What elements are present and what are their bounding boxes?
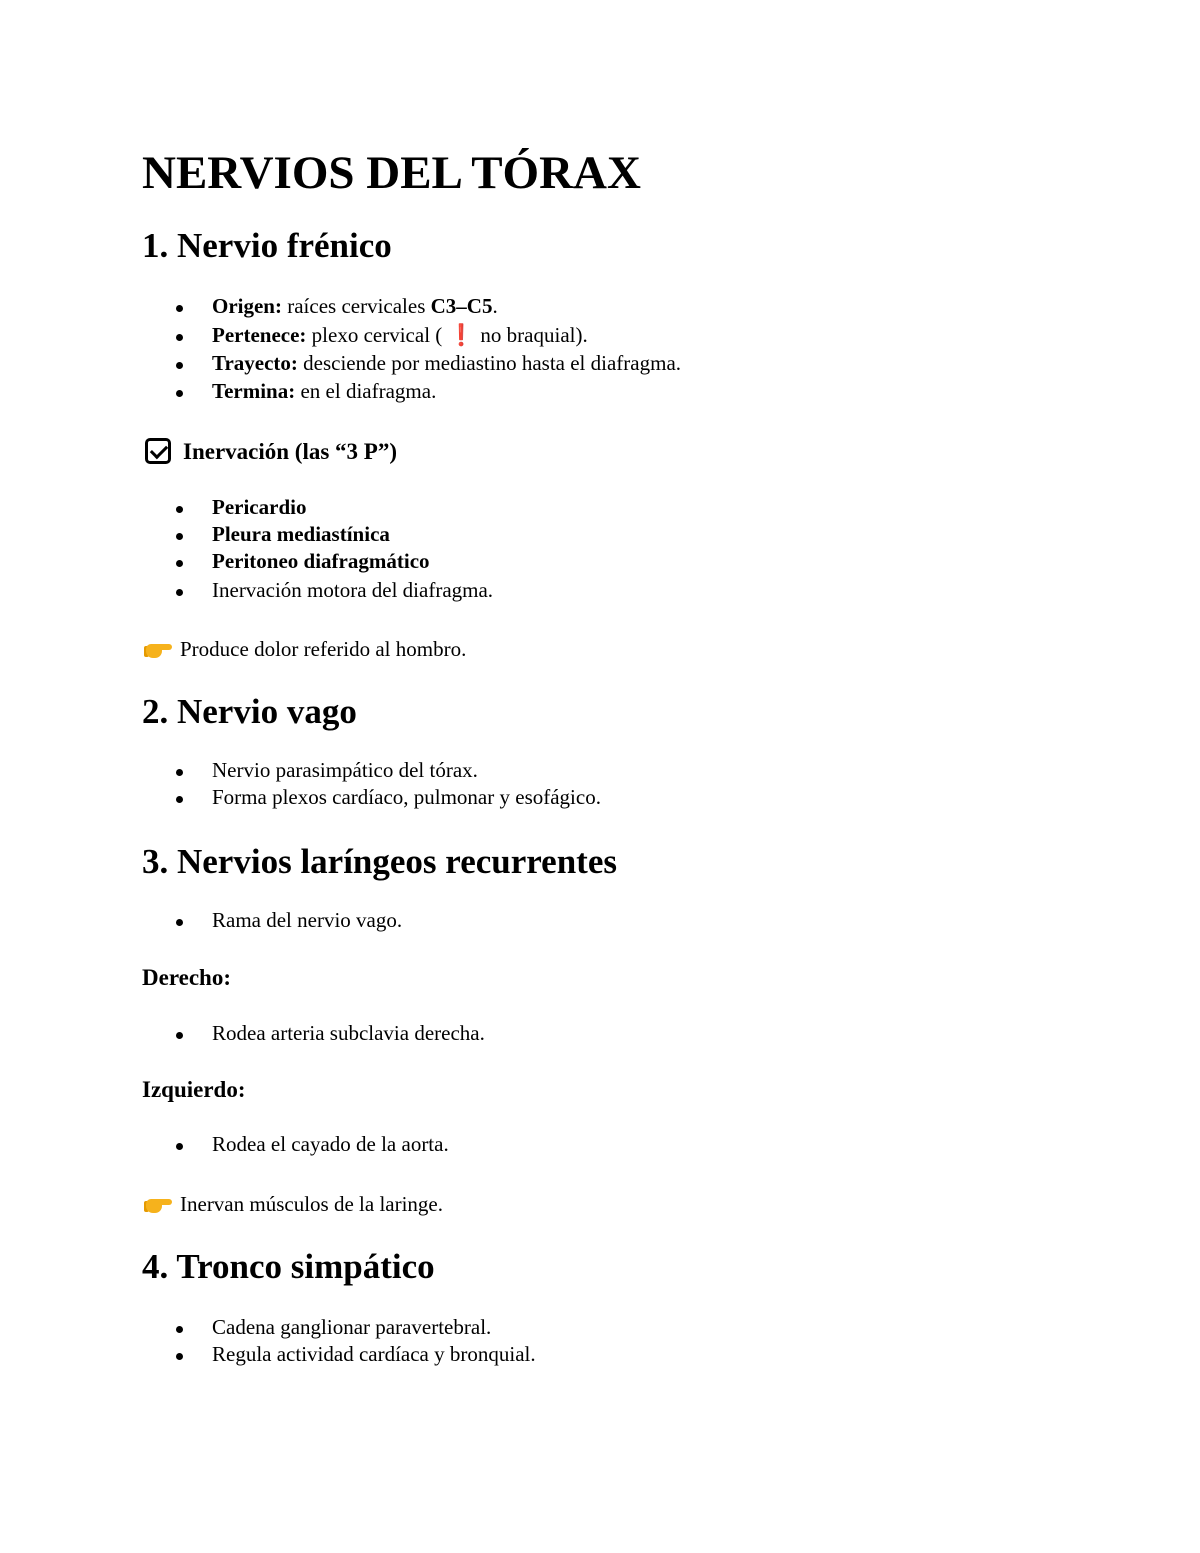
list-item: Pleura mediastínica xyxy=(178,524,356,545)
pointing-hand-icon xyxy=(144,1193,172,1215)
list-item: Pertenece: plexo cervical ( ❗ no braquial). xyxy=(178,325,554,346)
pointing-hand-icon xyxy=(144,638,172,660)
list-item: Forma plexos cardíaco, pulmonar y esofágico. xyxy=(178,787,567,808)
list-item: Cadena ganglionar paravertebral. xyxy=(178,1317,457,1338)
list-item: Rodea arteria subclavia derecha. xyxy=(178,1023,451,1044)
list-item: Peritoneo diafragmático xyxy=(178,551,396,572)
section-2-heading: 2. Nervio vago xyxy=(142,692,357,731)
list-item: Rodea el cayado de la aorta. xyxy=(178,1134,415,1155)
check-box-icon xyxy=(145,438,171,464)
list-item: Pericardio xyxy=(178,497,272,518)
section-3-heading: 3. Nervios laríngeos recurrentes xyxy=(142,842,617,881)
section-4-heading: 4. Tronco simpático xyxy=(142,1247,435,1286)
note: Produce dolor referido al hombro. xyxy=(144,638,466,660)
list-item: Origen: raíces cervicales C3–C5. xyxy=(178,296,464,317)
section-1-heading: 1. Nervio frénico xyxy=(142,226,392,265)
list-item: Regula actividad cardíaca y bronquial. xyxy=(178,1344,502,1365)
page-title: NERVIOS DEL TÓRAX xyxy=(142,147,641,199)
list-item: Trayecto: desciende por mediastino hasta el diafragma. xyxy=(178,353,647,374)
list-item: Inervación motora del diafragma. xyxy=(178,580,459,601)
list-item: Termina: en el diafragma. xyxy=(178,381,402,402)
list-item: Rama del nervio vago. xyxy=(178,910,368,931)
right-heading: Derecho: xyxy=(142,965,231,990)
exclamation-icon: ❗ xyxy=(448,323,475,347)
note: Inervan músculos de la laringe. xyxy=(144,1193,443,1215)
left-heading: Izquierdo: xyxy=(142,1077,246,1102)
innervation-heading: Inervación (las “3 P”) xyxy=(145,438,397,464)
list-item: Nervio parasimpático del tórax. xyxy=(178,760,444,781)
